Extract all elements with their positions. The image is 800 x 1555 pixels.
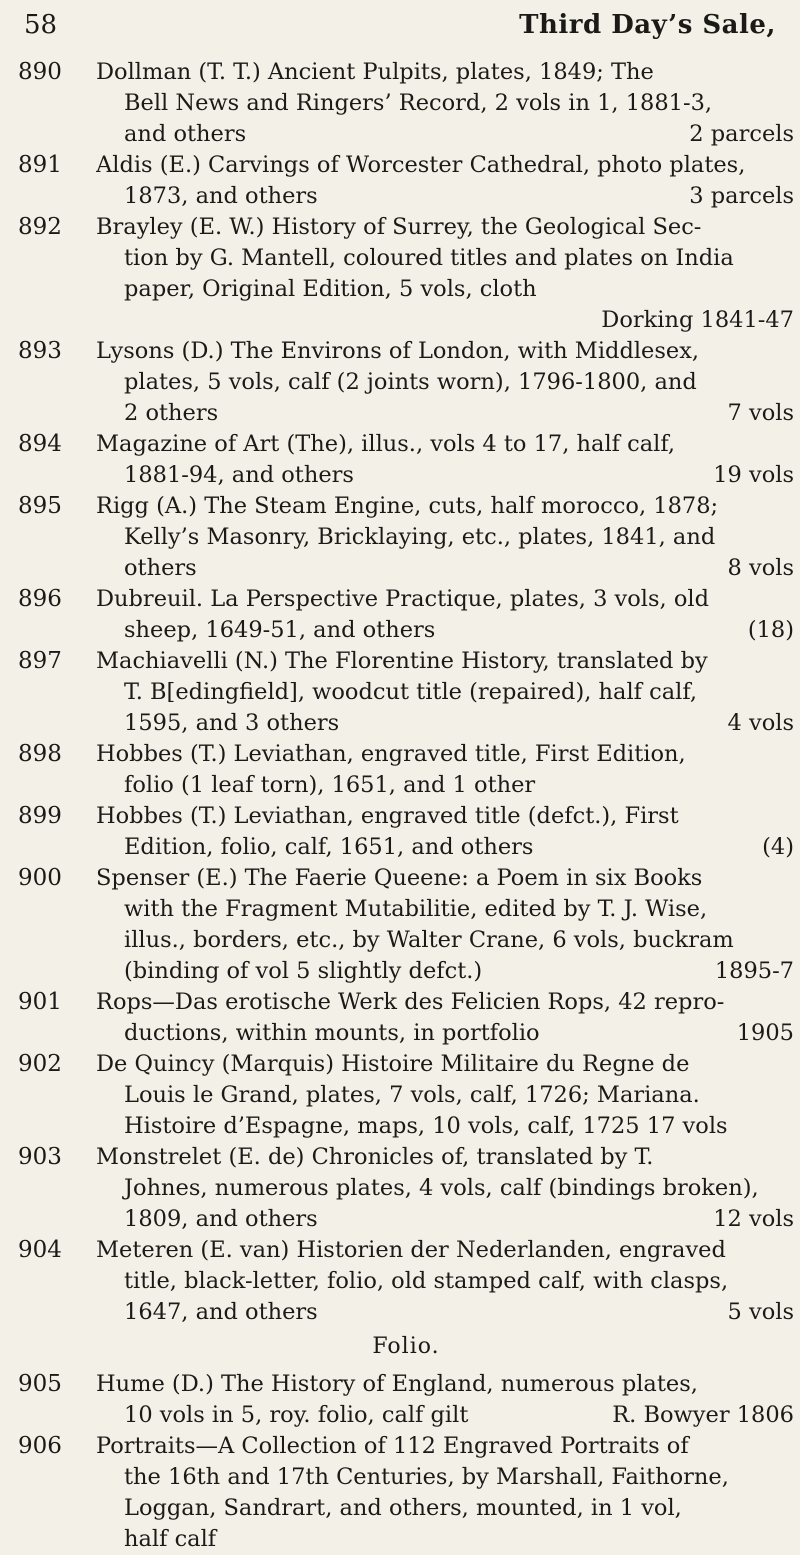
lot-entry — [18, 987, 794, 1049]
lot-closing-line — [96, 119, 794, 150]
lot-entry — [18, 57, 794, 150]
lot-closing-text: sheep, 1649-51, and others — [124, 617, 436, 643]
lot-entry — [18, 1431, 794, 1555]
lot-entry — [18, 1049, 794, 1142]
lot-entry — [18, 1369, 794, 1431]
lot-closing-text: 1809, and others — [124, 1206, 318, 1232]
lot-number: 890 — [18, 59, 62, 85]
lot-closing-line — [96, 1204, 794, 1235]
lot-line: Histoire d’Espagne, maps, 10 vols, calf, 1725 17 vols — [124, 1113, 728, 1139]
lot-quantity: 1895-7 — [714, 958, 794, 984]
lot-quantity: (4) — [762, 834, 794, 860]
lot-line: Kelly’s Masonry, Bricklaying, etc., plates, 1841, and — [124, 524, 716, 550]
lot-entry — [18, 584, 794, 646]
lot-quantity: 7 vols — [727, 400, 794, 426]
lot-line: Louis le Grand, plates, 7 vols, calf, 1726; Mariana. — [124, 1082, 700, 1108]
lot-closing-text: others — [124, 555, 197, 581]
lot-line: Hobbes (T.) Leviathan, engraved title, First Edition, — [96, 741, 686, 767]
lot-number: 902 — [18, 1051, 62, 1077]
lot-line: Hobbes (T.) Leviathan, engraved title (defct.), First — [96, 803, 679, 829]
lot-number: 899 — [18, 803, 62, 829]
lot-number: 893 — [18, 338, 62, 364]
lot-quantity: 4 vols — [727, 710, 794, 736]
lot-line: the 16th and 17th Centuries, by Marshall, Faithorne, — [124, 1464, 729, 1490]
lot-number: 905 — [18, 1371, 62, 1397]
lot-number: 892 — [18, 214, 62, 240]
lot-number: 906 — [18, 1433, 62, 1459]
lot-entry — [18, 739, 794, 801]
lot-quantity: Dorking 1841-47 — [601, 307, 794, 333]
lot-line: T. B[edingfield], woodcut title (repaired), half calf, — [124, 679, 698, 705]
lot-line: Aldis (E.) Carvings of Worcester Cathedral, photo plates, — [96, 152, 746, 178]
lot-closing-line — [96, 305, 794, 336]
lot-closing-text: ductions, within mounts, in portfolio — [124, 1020, 540, 1046]
lot-entry — [18, 863, 794, 987]
lot-closing-text: 1647, and others — [124, 1299, 318, 1325]
lot-closing-line — [96, 1400, 794, 1431]
lot-closing-line — [96, 398, 794, 429]
lot-quantity: 5 vols — [727, 1299, 794, 1325]
lot-quantity: R. Bowyer 1806 — [612, 1402, 794, 1428]
lot-number: 895 — [18, 493, 62, 519]
lot-closing-line — [96, 1018, 794, 1049]
running-title: Third Day’s Sale, — [519, 10, 776, 40]
lot-number: 903 — [18, 1144, 62, 1170]
lot-line: Dubreuil. La Perspective Practique, plates, 3 vols, old — [96, 586, 709, 612]
lot-line: Lysons (D.) The Environs of London, with Middlesex, — [96, 338, 700, 364]
lot-line: title, black-letter, folio, old stamped calf, with clasps, — [124, 1268, 729, 1294]
section-heading: Folio. — [372, 1334, 440, 1359]
lot-line: Rops—Das erotische Werk des Felicien Rops, 42 repro- — [96, 989, 725, 1015]
lot-line: Spenser (E.) The Faerie Queene: a Poem in six Books — [96, 865, 703, 891]
lot-entry — [18, 212, 794, 336]
lot-quantity: 12 vols — [713, 1206, 794, 1232]
page-number: 58 — [24, 10, 58, 40]
lot-quantity: 3 parcels — [689, 183, 794, 209]
lot-closing-line — [96, 615, 794, 646]
lot-closing-text: 1881-94, and others — [124, 462, 354, 488]
lot-line: Rigg (A.) The Steam Engine, cuts, half morocco, 1878; — [96, 493, 719, 519]
lot-closing-text: (binding of vol 5 slightly defct.) — [124, 958, 483, 984]
lot-line: Portraits—A Collection of 112 Engraved Portraits of — [96, 1433, 689, 1459]
lot-entry — [18, 801, 794, 863]
lot-closing-line — [96, 956, 794, 987]
lot-line: Brayley (E. W.) History of Surrey, the Geological Sec- — [96, 214, 702, 240]
lot-closing-line — [96, 181, 794, 212]
lot-list — [18, 57, 794, 1555]
lot-line: Johnes, numerous plates, 4 vols, calf (bindings broken), — [124, 1175, 759, 1201]
page-header — [24, 10, 776, 46]
lot-number: 896 — [18, 586, 62, 612]
lot-number: 891 — [18, 152, 62, 178]
lot-line: paper, Original Edition, 5 vols, cloth — [124, 276, 537, 302]
lot-closing-text: and others — [124, 121, 247, 147]
lot-line: with the Fragment Mutabilitie, edited by T. J. Wise, — [124, 896, 708, 922]
lot-entry — [18, 150, 794, 212]
lot-closing-line — [96, 460, 794, 491]
lot-line: Bell News and Ringers’ Record, 2 vols in 1, 1881-3, — [124, 90, 713, 116]
lot-quantity: 19 vols — [713, 462, 794, 488]
lot-line: illus., borders, etc., by Walter Crane, 6 vols, buckram — [124, 927, 734, 953]
lot-line: tion by G. Mantell, coloured titles and plates on India — [124, 245, 734, 271]
lot-number: 900 — [18, 865, 62, 891]
lot-closing-line — [96, 1297, 794, 1328]
lot-line: plates, 5 vols, calf (2 joints worn), 1796-1800, and — [124, 369, 697, 395]
lot-closing-line — [96, 553, 794, 584]
lot-line: Meteren (E. van) Historien der Nederlanden, engraved — [96, 1237, 726, 1263]
lot-line: De Quincy (Marquis) Histoire Militaire du Regne de — [96, 1051, 690, 1077]
lot-quantity: 2 parcels — [689, 121, 794, 147]
lot-entry — [18, 429, 794, 491]
lot-closing-text: 1595, and 3 others — [124, 710, 340, 736]
lot-closing-text: Edition, folio, calf, 1651, and others — [124, 834, 534, 860]
lot-line: Dollman (T. T.) Ancient Pulpits, plates, 1849; The — [96, 59, 654, 85]
lot-number: 897 — [18, 648, 62, 674]
lot-line: half calf — [124, 1526, 217, 1552]
lot-line: Magazine of Art (The), illus., vols 4 to 17, half calf, — [96, 431, 676, 457]
lot-number: 901 — [18, 989, 62, 1015]
lot-quantity: 1905 — [736, 1020, 794, 1046]
lot-entry — [18, 1235, 794, 1328]
lot-number: 898 — [18, 741, 62, 767]
lot-closing-line — [96, 832, 794, 863]
lot-line: folio (1 leaf torn), 1651, and 1 other — [124, 772, 536, 798]
lot-line: Machiavelli (N.) The Florentine History, translated by — [96, 648, 708, 674]
lot-quantity: (18) — [747, 617, 794, 643]
lot-entry — [18, 336, 794, 429]
lot-entry — [18, 491, 794, 584]
lot-line: Loggan, Sandrart, and others, mounted, in 1 vol, — [124, 1495, 682, 1521]
lot-quantity: 8 vols — [727, 555, 794, 581]
lot-closing-line — [96, 708, 794, 739]
lot-entry — [18, 646, 794, 739]
lot-number: 904 — [18, 1237, 62, 1263]
lot-closing-text: 1873, and others — [124, 183, 318, 209]
lot-number: 894 — [18, 431, 62, 457]
lot-entry — [18, 1142, 794, 1235]
lot-closing-text: 10 vols in 5, roy. folio, calf gilt — [124, 1402, 469, 1428]
lot-line: Monstrelet (E. de) Chronicles of, translated by T. — [96, 1144, 654, 1170]
lot-closing-text: 2 others — [124, 400, 219, 426]
lot-line: Hume (D.) The History of England, numerous plates, — [96, 1371, 698, 1397]
